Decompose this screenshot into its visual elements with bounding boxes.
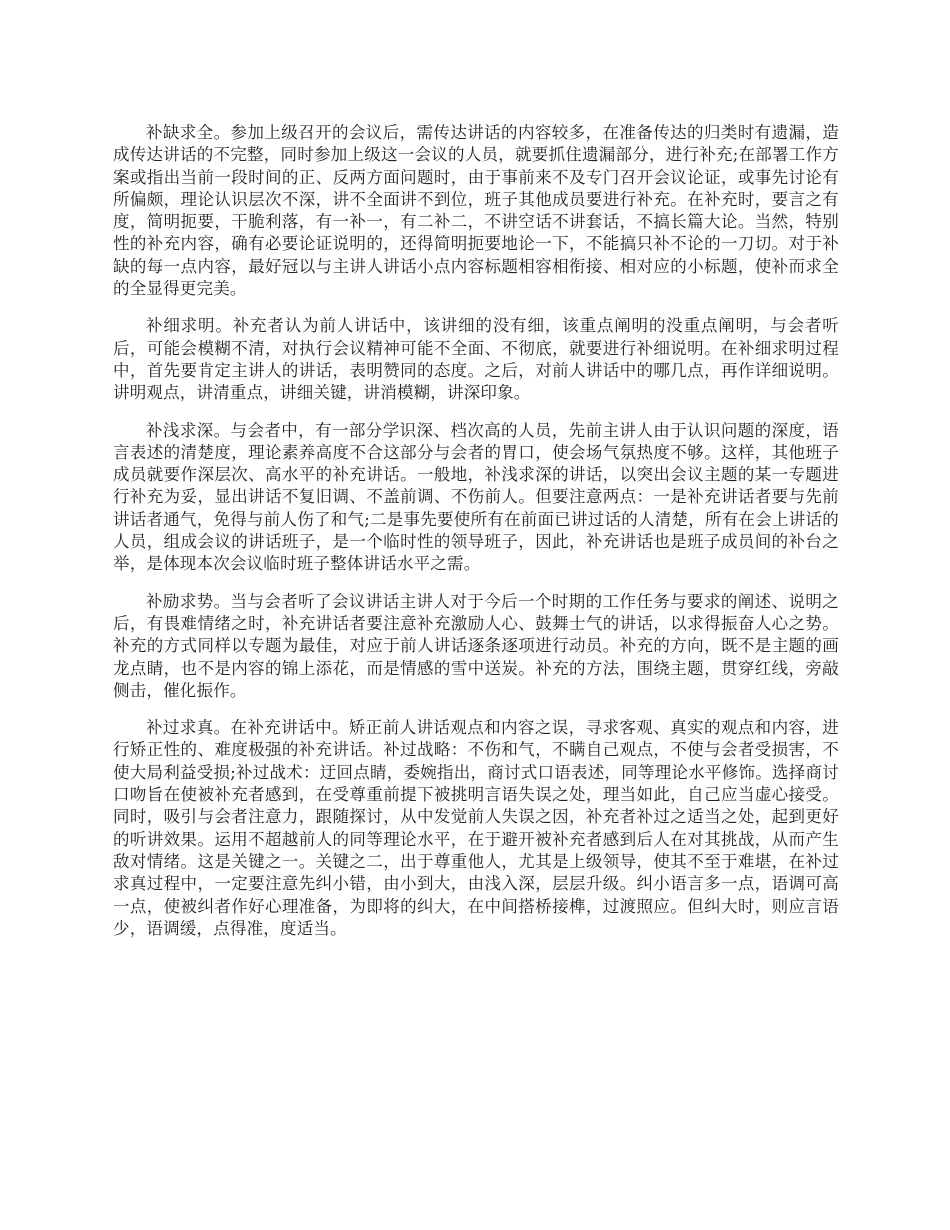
- paragraph-supplement-completeness: 补缺求全。参加上级召开的会议后，需传达讲话的内容较多，在准备传达的归类时有遗漏，造成传达讲话的不完整，同时参加上级这一会议的人员，就要抓住遗漏部分，进行补充;在部署工作方案或指出当前一段时间的正、反两方面问题时，由于事前来不及专门召开会议论证，或事先讨论有所偏颇，理论认识层次不深，讲不全面讲不到位，班子其他成员要进行补充。在补充时，要言之有度，简明扼要，干脆利落，有一补一，有二补二，不讲空话不讲套话，不搞长篇大论。当然，特别性的补充内容，确有必要论证说明的，还得简明扼要地论一下，不能搞只补不论的一刀切。对于补缺的每一点内容，最好冠以与主讲人讲话小点内容标题相容相衔接、相对应的小标题，使补而求全的全显得更完美。: [113, 123, 839, 299]
- paragraph-supplement-correction: 补过求真。在补充讲话中。矫正前人讲话观点和内容之误，寻求客观、真实的观点和内容，进行矫正性的、难度极强的补充讲话。补过战略：不伤和气，不瞒自己观点，不使与会者受损害，不使大局利益受损;补过战术：迂回点睛，委婉指出，商讨式口语表述，同等理论水平修饰。选择商讨口吻旨在使被补充者感到，在受尊重前提下被挑明言语失误之处，理当如此，自己应当虚心接受。同时，吸引与会者注意力，跟随探讨，从中发觉前人失误之因，补充者补过之适当之处，起到更好的听讲效果。运用不超越前人的同等理论水平，在于避开被补充者感到后人在对其挑战，从而产生敌对情绪。这是关键之一。关键之二，出于尊重他人，尤其是上级领导，使其不至于难堪，在补过求真过程中，一定要注意先纠小错，由小到大，由浅入深，层层升级。纠小语言多一点，语调可高一点，使被纠者作好心理准备，为即将的纠大，在中间搭桥接榫，过渡照应。但纠大时，则应言语少，语调缓，点得准，度适当。: [113, 718, 839, 938]
- paragraph-supplement-detail: 补细求明。补充者认为前人讲话中，该讲细的没有细，该重点阐明的没重点阐明，与会者听后，可能会模糊不清，对执行会议精神可能不全面、不彻底，就要进行补细说明。在补细求明过程中，首先要肯定主讲人的讲话，表明赞同的态度。之后，对前人讲话中的哪几点，再作详细说明。讲明观点，讲清重点，讲细关键，讲消模糊，讲深印象。: [113, 316, 839, 403]
- document-body: [113, 122, 839, 955]
- paragraph-supplement-depth: 补浅求深。与会者中，有一部分学识深、档次高的人员，先前主讲人由于认识问题的深度，语言表述的清楚度，理论素养高度不合这部分与会者的胃口，使会场气氛热度不够。这样，其他班子成员就要作深层次、高水平的补充讲话。一般地，补浅求深的讲话，以突出会议主题的某一专题进行补充为妥，显出讲话不复旧调、不盖前调、不伤前人。但要注意两点：一是补充讲话者要与先前讲话者通气，免得与前人伤了和气;二是事先要使所有在前面已讲过话的人清楚，所有在会上讲话的人员，组成会议的讲话班子，是一个临时性的领导班子，因此，补充讲话也是班子成员间的补台之举，是体现本次会议临时班子整体讲话水平之需。: [113, 420, 839, 574]
- paragraph-supplement-encouragement: 补励求势。当与会者听了会议讲话主讲人对于今后一个时期的工作任务与要求的阐述、说明之后，有畏难情绪之时，补充讲话者要注意补充激励人心、鼓舞士气的讲话，以求得振奋人心之势。补充的方式同样以专题为最佳，对应于前人讲话逐条逐项进行动员。补充的方向，既不是主题的画龙点睛，也不是内容的锦上添花，而是情感的雪中送炭。补充的方法，围绕主题，贯穿红线，旁敲侧击，催化振作。: [113, 591, 839, 700]
